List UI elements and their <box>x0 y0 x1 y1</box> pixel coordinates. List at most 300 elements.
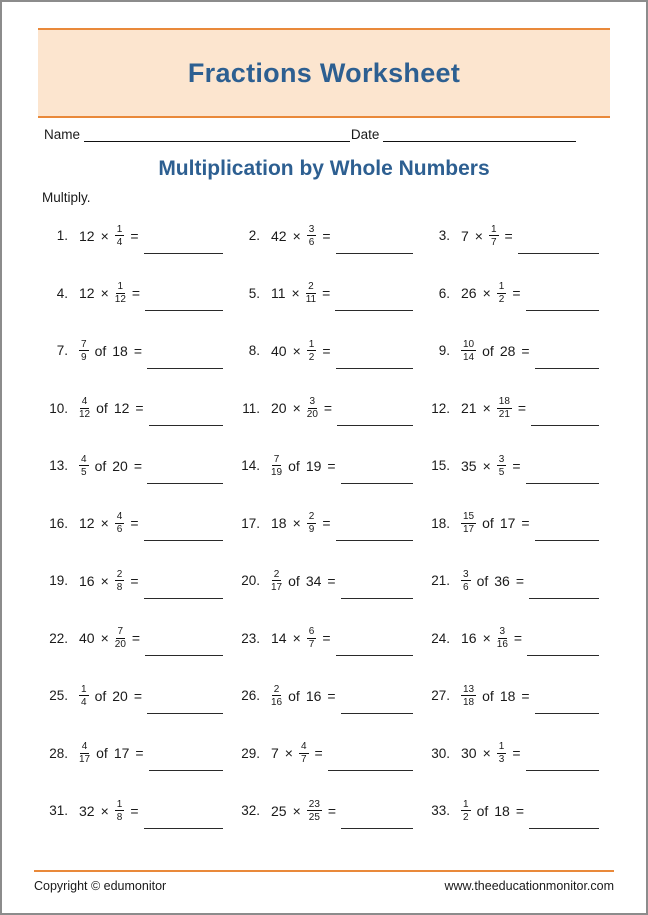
answer-blank-line <box>341 480 413 484</box>
equals-sign: = <box>130 572 139 589</box>
fraction-denominator: 7 <box>300 754 307 766</box>
whole-number: 12 <box>79 515 95 532</box>
problem-29 <box>236 741 426 765</box>
equals-sign: = <box>135 400 144 417</box>
answer-blank-line <box>535 365 599 369</box>
problem-16 <box>44 511 236 535</box>
problem-number: 13. <box>49 458 68 474</box>
times-sign: × <box>474 227 483 244</box>
of-word: of <box>482 342 494 359</box>
fraction-numerator: 1 <box>308 338 315 350</box>
equals-sign: = <box>327 687 336 704</box>
problem-31 <box>44 799 236 823</box>
fraction <box>497 454 507 478</box>
problem-number: 28. <box>49 745 68 761</box>
problem-11 <box>236 396 426 420</box>
fraction-denominator: 20 <box>114 639 126 651</box>
problem-6 <box>426 281 612 305</box>
expression <box>461 281 521 305</box>
problem-9 <box>426 339 612 363</box>
answer-blank-line <box>518 250 599 254</box>
fraction-denominator: 6 <box>116 524 123 536</box>
expression <box>79 741 144 765</box>
fraction-denominator: 14 <box>463 351 475 363</box>
whole-number: 35 <box>461 457 477 474</box>
equals-sign: = <box>133 687 143 704</box>
equals-sign: = <box>322 342 331 359</box>
times-sign: × <box>100 802 109 819</box>
of-word: of <box>288 457 300 474</box>
fraction-numerator: 1 <box>498 281 505 293</box>
fraction-numerator: 2 <box>116 568 123 580</box>
whole-number: 21 <box>461 400 477 417</box>
answer-blank-line <box>149 422 223 426</box>
copyright-text: Copyright © edumonitor <box>34 879 167 893</box>
answer-blank-line <box>341 710 413 714</box>
whole-number: 19 <box>305 457 322 474</box>
whole-number: 34 <box>305 572 322 589</box>
expression <box>79 281 140 305</box>
problem-number: 25. <box>49 688 68 704</box>
problem-number: 10. <box>49 400 68 416</box>
fraction-denominator: 12 <box>79 409 91 421</box>
times-sign: × <box>100 515 109 532</box>
expression <box>461 741 521 765</box>
equals-sign: = <box>130 515 139 532</box>
equals-sign: = <box>322 515 331 532</box>
fraction <box>115 281 126 305</box>
problem-30 <box>426 741 612 765</box>
fraction-numerator: 2 <box>308 281 314 293</box>
fraction-numerator: 1 <box>117 281 124 293</box>
fraction <box>307 626 317 650</box>
of-word: of <box>476 802 489 819</box>
answer-blank-line <box>535 537 599 541</box>
fraction-denominator: 20 <box>306 409 318 421</box>
problem-24 <box>426 626 612 650</box>
problem-number: 3. <box>438 228 450 244</box>
equals-sign: = <box>504 227 513 244</box>
expression <box>79 224 139 248</box>
fraction-denominator: 7 <box>490 236 497 248</box>
fraction-numerator: 3 <box>309 396 316 408</box>
fraction-denominator: 6 <box>463 581 469 593</box>
problem-number: 23. <box>241 630 260 646</box>
fraction-denominator: 3 <box>498 754 505 766</box>
answer-blank-line <box>328 767 413 771</box>
fraction <box>79 454 89 478</box>
fraction-denominator: 9 <box>308 524 315 536</box>
whole-number: 7 <box>461 227 469 244</box>
fraction-numerator: 2 <box>273 683 280 695</box>
title-banner <box>38 28 610 118</box>
fraction-numerator: 10 <box>463 338 475 350</box>
fraction-denominator: 8 <box>116 581 123 593</box>
fraction-numerator: 23 <box>308 798 320 810</box>
fraction-numerator: 4 <box>81 396 88 408</box>
problem-number: 27. <box>431 688 450 704</box>
expression <box>271 626 331 650</box>
equals-sign: = <box>130 802 139 819</box>
fraction-numerator: 2 <box>273 568 280 580</box>
instruction-text: Multiply. <box>42 190 91 205</box>
problem-28 <box>44 741 236 765</box>
expression <box>271 569 336 593</box>
answer-blank-line <box>145 652 223 656</box>
times-sign: × <box>482 457 491 474</box>
equals-sign: = <box>133 342 143 359</box>
equals-sign: = <box>322 227 331 244</box>
answer-blank-line <box>149 767 223 771</box>
fraction <box>497 281 507 305</box>
of-word: of <box>96 400 108 417</box>
answer-blank-line <box>145 307 223 311</box>
answer-blank-line <box>147 365 223 369</box>
fraction-numerator: 1 <box>463 798 469 810</box>
of-word: of <box>476 572 489 589</box>
equals-sign: = <box>131 630 141 647</box>
answer-blank-line <box>336 365 413 369</box>
problem-number: 15. <box>431 458 450 474</box>
expression <box>271 281 330 305</box>
times-sign: × <box>292 342 301 359</box>
fraction <box>79 741 90 765</box>
problem-number: 16. <box>49 515 68 531</box>
fraction <box>461 569 471 593</box>
equals-sign: = <box>517 400 527 417</box>
expression <box>271 799 336 823</box>
answer-blank-line <box>526 307 599 311</box>
expression <box>271 511 331 535</box>
answer-blank-line <box>336 652 413 656</box>
problem-25 <box>44 684 236 708</box>
fraction-numerator: 4 <box>81 453 87 465</box>
problem-number: 2. <box>248 228 260 244</box>
fraction-denominator: 12 <box>114 294 126 306</box>
date-label: Date <box>350 127 380 142</box>
problem-2 <box>236 224 426 248</box>
fraction-denominator: 5 <box>81 466 87 478</box>
expression <box>461 684 530 708</box>
fraction-denominator: 16 <box>496 639 508 651</box>
answer-blank-line <box>147 480 223 484</box>
expression <box>79 684 142 708</box>
equals-sign: = <box>130 227 139 244</box>
of-word: of <box>482 687 494 704</box>
fraction <box>307 339 317 363</box>
fraction <box>299 741 309 765</box>
fraction-numerator: 3 <box>498 453 505 465</box>
problem-number: 24. <box>431 630 450 646</box>
problem-4 <box>44 281 236 305</box>
whole-number: 20 <box>271 400 287 417</box>
website-text: www.theeducationmonitor.com <box>444 879 614 893</box>
whole-number: 12 <box>113 400 130 417</box>
worksheet-title: Fractions Worksheet <box>187 57 461 88</box>
fraction-numerator: 3 <box>308 223 315 235</box>
fraction-denominator: 11 <box>305 294 317 306</box>
fraction-denominator: 4 <box>81 696 87 708</box>
fraction <box>306 281 316 305</box>
fraction <box>489 224 499 248</box>
problem-number: 22. <box>49 630 68 646</box>
fraction-denominator: 2 <box>498 294 505 306</box>
whole-number: 16 <box>305 687 322 704</box>
problem-15 <box>426 454 612 478</box>
fraction-numerator: 1 <box>498 741 505 753</box>
whole-number: 12 <box>79 227 95 244</box>
problem-19 <box>44 569 236 593</box>
fraction-denominator: 4 <box>116 236 123 248</box>
whole-number: 25 <box>271 802 287 819</box>
of-word: of <box>96 745 108 762</box>
expression <box>461 339 530 363</box>
problem-13 <box>44 454 236 478</box>
times-sign: × <box>482 745 491 762</box>
whole-number: 20 <box>112 687 128 704</box>
answer-blank-line <box>529 595 599 599</box>
problem-number: 6. <box>438 285 450 301</box>
fraction-numerator: 4 <box>116 511 123 523</box>
whole-number: 32 <box>79 802 95 819</box>
equals-sign: = <box>515 802 525 819</box>
equals-sign: = <box>327 572 336 589</box>
fraction-denominator: 6 <box>308 236 315 248</box>
problem-number: 32. <box>241 803 260 819</box>
expression <box>79 339 142 363</box>
whole-number: 16 <box>461 630 477 647</box>
fraction <box>307 224 317 248</box>
equals-sign: = <box>513 630 523 647</box>
fraction-numerator: 1 <box>116 223 123 235</box>
section-heading: Multiplication by Whole Numbers <box>158 157 490 180</box>
fraction-denominator: 9 <box>81 351 87 363</box>
expression <box>461 454 521 478</box>
times-sign: × <box>292 400 301 417</box>
expression <box>271 684 336 708</box>
problem-number: 18. <box>431 515 450 531</box>
whole-number: 40 <box>79 630 95 647</box>
fraction <box>79 684 89 708</box>
fraction-denominator: 18 <box>463 696 475 708</box>
fraction <box>115 511 125 535</box>
fraction-denominator: 17 <box>463 524 475 536</box>
expression <box>79 454 142 478</box>
equals-sign: = <box>521 342 530 359</box>
expression <box>79 626 140 650</box>
fraction-denominator: 21 <box>498 409 510 421</box>
fraction <box>497 741 507 765</box>
answer-blank-line <box>337 422 413 426</box>
times-sign: × <box>482 285 491 302</box>
equals-sign: = <box>515 572 525 589</box>
fraction-denominator: 5 <box>498 466 505 478</box>
times-sign: × <box>100 630 109 647</box>
fraction <box>79 396 90 420</box>
name-label: Name <box>44 127 81 142</box>
whole-number: 18 <box>112 342 128 359</box>
fraction <box>497 626 508 650</box>
whole-number: 36 <box>494 572 510 589</box>
problem-number: 20. <box>241 573 260 589</box>
answer-blank-line <box>526 480 599 484</box>
answer-blank-line <box>529 825 599 829</box>
answer-blank-line <box>336 250 413 254</box>
expression <box>461 626 522 650</box>
problem-20 <box>236 569 426 593</box>
fraction <box>307 799 322 823</box>
answer-blank-line <box>531 422 599 426</box>
fraction <box>307 511 317 535</box>
times-sign: × <box>292 515 301 532</box>
fraction <box>115 799 125 823</box>
problem-number: 26. <box>241 688 260 704</box>
fraction <box>461 339 476 363</box>
equals-sign: = <box>322 285 331 302</box>
answer-blank-line <box>335 307 413 311</box>
answer-blank-line <box>144 595 223 599</box>
times-sign: × <box>482 630 491 647</box>
fraction-numerator: 6 <box>308 626 315 638</box>
problem-number: 17. <box>241 515 260 531</box>
whole-number: 12 <box>79 285 95 302</box>
problem-7 <box>44 339 236 363</box>
problem-number: 12. <box>431 400 450 416</box>
times-sign: × <box>482 400 491 417</box>
date-blank-line <box>383 127 576 142</box>
problem-number: 1. <box>56 228 68 244</box>
fraction <box>115 569 125 593</box>
problem-26 <box>236 684 426 708</box>
of-word: of <box>288 687 300 704</box>
expression <box>461 396 526 420</box>
whole-number: 14 <box>271 630 287 647</box>
of-word: of <box>94 342 107 359</box>
times-sign: × <box>291 285 300 302</box>
expression <box>271 396 332 420</box>
problem-33 <box>426 799 612 823</box>
fraction <box>497 396 512 420</box>
answer-blank-line <box>144 250 223 254</box>
equals-sign: = <box>521 515 530 532</box>
footer-row <box>34 879 614 893</box>
fraction-numerator: 2 <box>308 511 315 523</box>
fraction-denominator: 19 <box>271 466 283 478</box>
fraction-denominator: 7 <box>308 639 315 651</box>
problem-number: 33. <box>431 803 450 819</box>
equals-sign: = <box>322 630 331 647</box>
expression <box>271 339 331 363</box>
problem-18 <box>426 511 612 535</box>
whole-number: 7 <box>271 745 279 762</box>
fraction-denominator: 2 <box>308 351 315 363</box>
equals-sign: = <box>133 457 143 474</box>
footer <box>34 870 614 893</box>
problem-5 <box>236 281 426 305</box>
expression <box>461 511 530 535</box>
problem-10 <box>44 396 236 420</box>
whole-number: 17 <box>113 745 130 762</box>
problem-number: 29. <box>241 745 260 761</box>
fraction <box>115 224 125 248</box>
fraction-numerator: 7 <box>273 453 280 465</box>
times-sign: × <box>100 285 109 302</box>
times-sign: × <box>100 227 109 244</box>
problem-number: 31. <box>49 803 68 819</box>
equals-sign: = <box>131 285 141 302</box>
expression <box>79 396 144 420</box>
fraction <box>461 684 476 708</box>
whole-number: 42 <box>271 227 287 244</box>
problem-number: 30. <box>431 745 450 761</box>
problem-32 <box>236 799 426 823</box>
problem-14 <box>236 454 426 478</box>
name-blank-line <box>84 127 350 142</box>
problem-number: 21. <box>431 573 450 589</box>
of-word: of <box>288 572 300 589</box>
fraction <box>115 626 126 650</box>
times-sign: × <box>292 630 301 647</box>
problem-1 <box>44 224 236 248</box>
problem-number: 19. <box>49 573 68 589</box>
expression <box>461 799 524 823</box>
problem-number: 5. <box>248 285 260 301</box>
answer-blank-line <box>147 710 223 714</box>
whole-number: 17 <box>499 515 516 532</box>
whole-number: 30 <box>461 745 477 762</box>
answer-blank-line <box>144 537 223 541</box>
fraction-numerator: 3 <box>499 626 506 638</box>
fraction-numerator: 7 <box>117 626 124 638</box>
problem-23 <box>236 626 426 650</box>
problem-12 <box>426 396 612 420</box>
whole-number: 18 <box>499 687 516 704</box>
problem-number: 14. <box>241 458 260 474</box>
problem-number: 8. <box>248 343 260 359</box>
answer-blank-line <box>336 537 413 541</box>
of-word: of <box>94 457 107 474</box>
fraction-denominator: 16 <box>271 696 283 708</box>
expression <box>461 569 524 593</box>
equals-sign: = <box>314 745 323 762</box>
expression <box>79 569 139 593</box>
whole-number: 11 <box>271 285 286 302</box>
fraction-denominator: 17 <box>79 754 91 766</box>
fraction-numerator: 1 <box>490 223 497 235</box>
equals-sign: = <box>327 802 337 819</box>
equals-sign: = <box>135 745 144 762</box>
times-sign: × <box>292 227 301 244</box>
fraction-denominator: 8 <box>116 811 123 823</box>
problem-number: 4. <box>56 285 68 301</box>
answer-blank-line <box>527 652 599 656</box>
whole-number: 40 <box>271 342 287 359</box>
equals-sign: = <box>521 687 530 704</box>
problems-grid <box>44 207 646 840</box>
fraction-numerator: 15 <box>463 511 475 523</box>
expression <box>461 224 513 248</box>
answer-blank-line <box>535 710 599 714</box>
equals-sign: = <box>512 457 521 474</box>
equals-sign: = <box>323 400 333 417</box>
whole-number: 26 <box>461 285 477 302</box>
equals-sign: = <box>512 745 521 762</box>
expression <box>79 511 139 535</box>
fraction-numerator: 1 <box>81 683 87 695</box>
answer-blank-line <box>144 825 223 829</box>
problem-22 <box>44 626 236 650</box>
expression <box>271 454 336 478</box>
